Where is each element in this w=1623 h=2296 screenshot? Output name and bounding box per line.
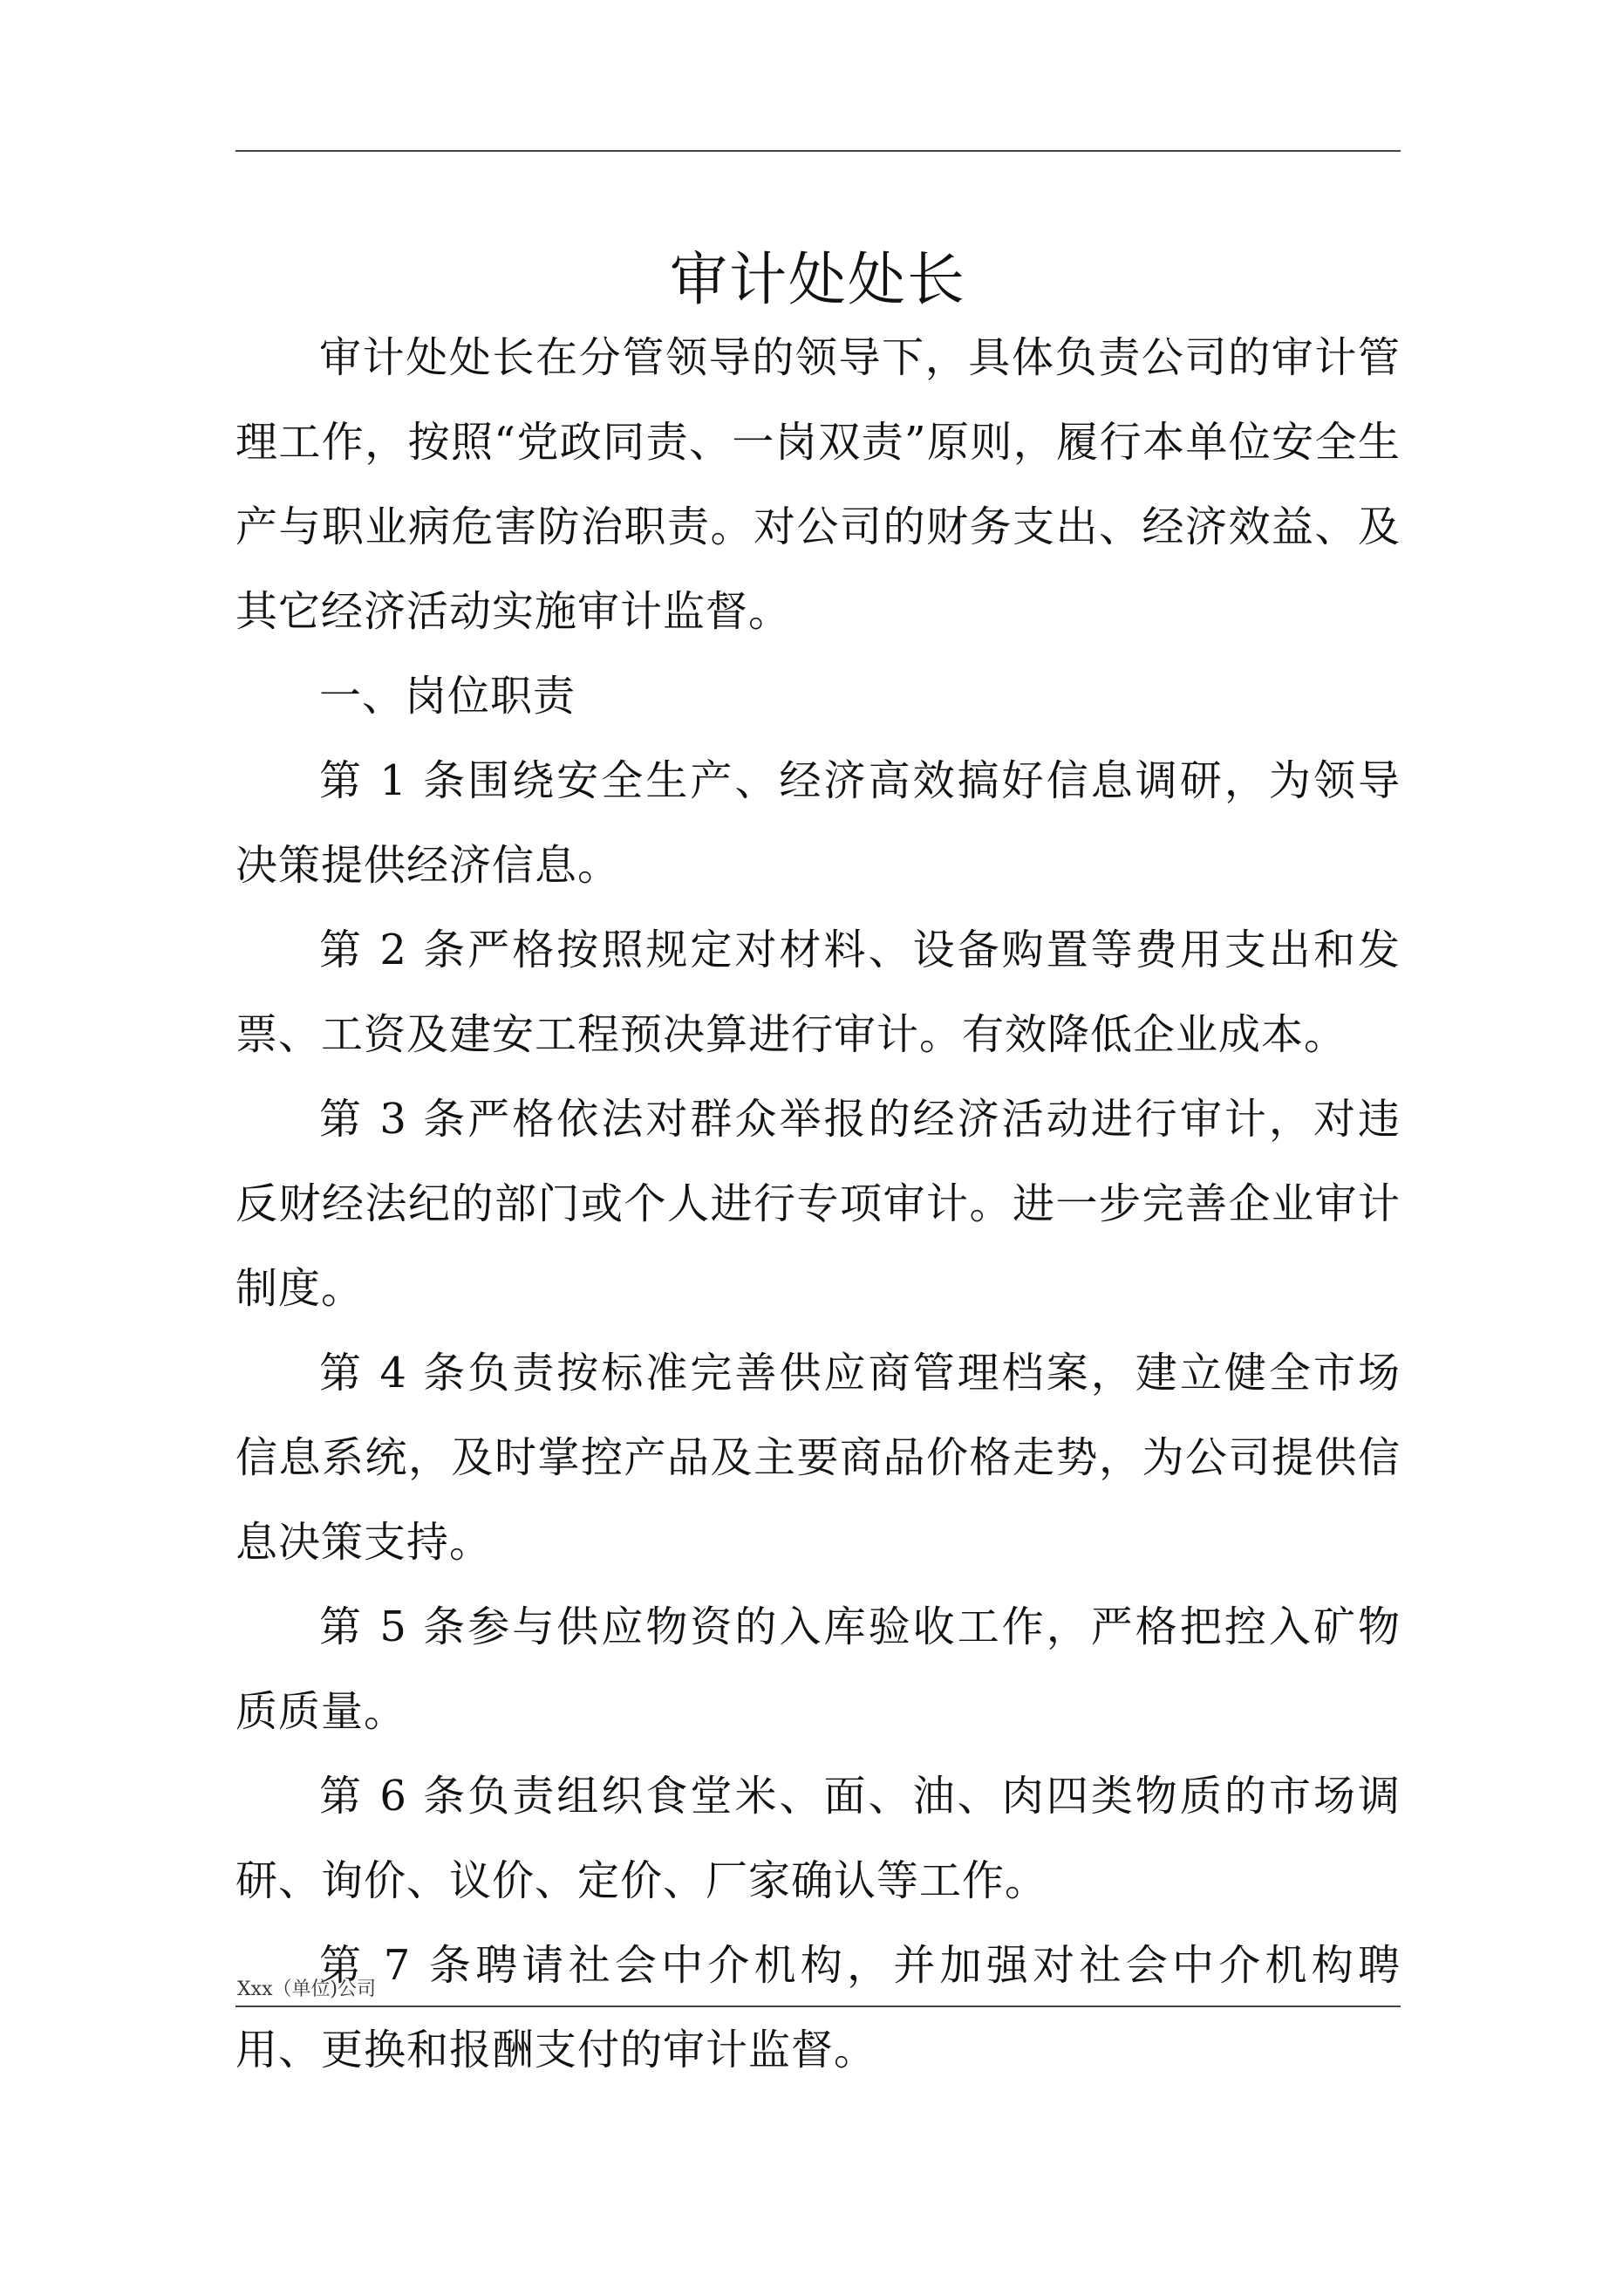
document-body	[235, 316, 1401, 2093]
article-4: 第 4 条负责按标准完善供应商管理档案，建立健全市场信息系统，及时掌控产品及主要商品价格走势，为公司提供信息决策支持。	[235, 1349, 1401, 1567]
article-7: 第 7 条聘请社会中介机构，并加强对社会中介机构聘用、更换和报酬支付的审计监督。	[235, 1941, 1401, 2074]
article-5: 第 5 条参与供应物资的入库验收工作，严格把控入矿物质质量。	[235, 1602, 1401, 1736]
article-2: 第 2 条严格按照规定对材料、设备购置等费用支出和发票、工资及建安工程预决算进行审计。有效降低企业成本。	[235, 926, 1401, 1059]
header-rule	[235, 150, 1401, 152]
footer-company: Xxx（单位)公司	[237, 1978, 377, 2000]
article-6: 第 6 条负责组织食堂米、面、油、肉四类物质的市场调研、询价、议价、定价、厂家确认等工作。	[235, 1772, 1401, 1905]
document-title: 审计处处长	[670, 246, 966, 314]
intro-paragraph: 审计处处长在分管领导的领导下，具体负责公司的审计管理工作，按照“党政同责、一岗双责”原则，履行本单位安全生产与职业病危害防治职责。对公司的财务支出、经济效益、及其它经济活动实施审计监督。	[235, 333, 1401, 636]
article-1: 第 1 条围绕安全生产、经济高效搞好信息调研，为领导决策提供经济信息。	[235, 756, 1401, 890]
section-heading: 一、岗位职责	[319, 672, 576, 721]
article-3: 第 3 条严格依法对群众举报的经济活动进行审计，对违反财经法纪的部门或个人进行专项审计。进一步完善企业审计制度。	[235, 1095, 1401, 1313]
footer-rule	[235, 2006, 1401, 2007]
